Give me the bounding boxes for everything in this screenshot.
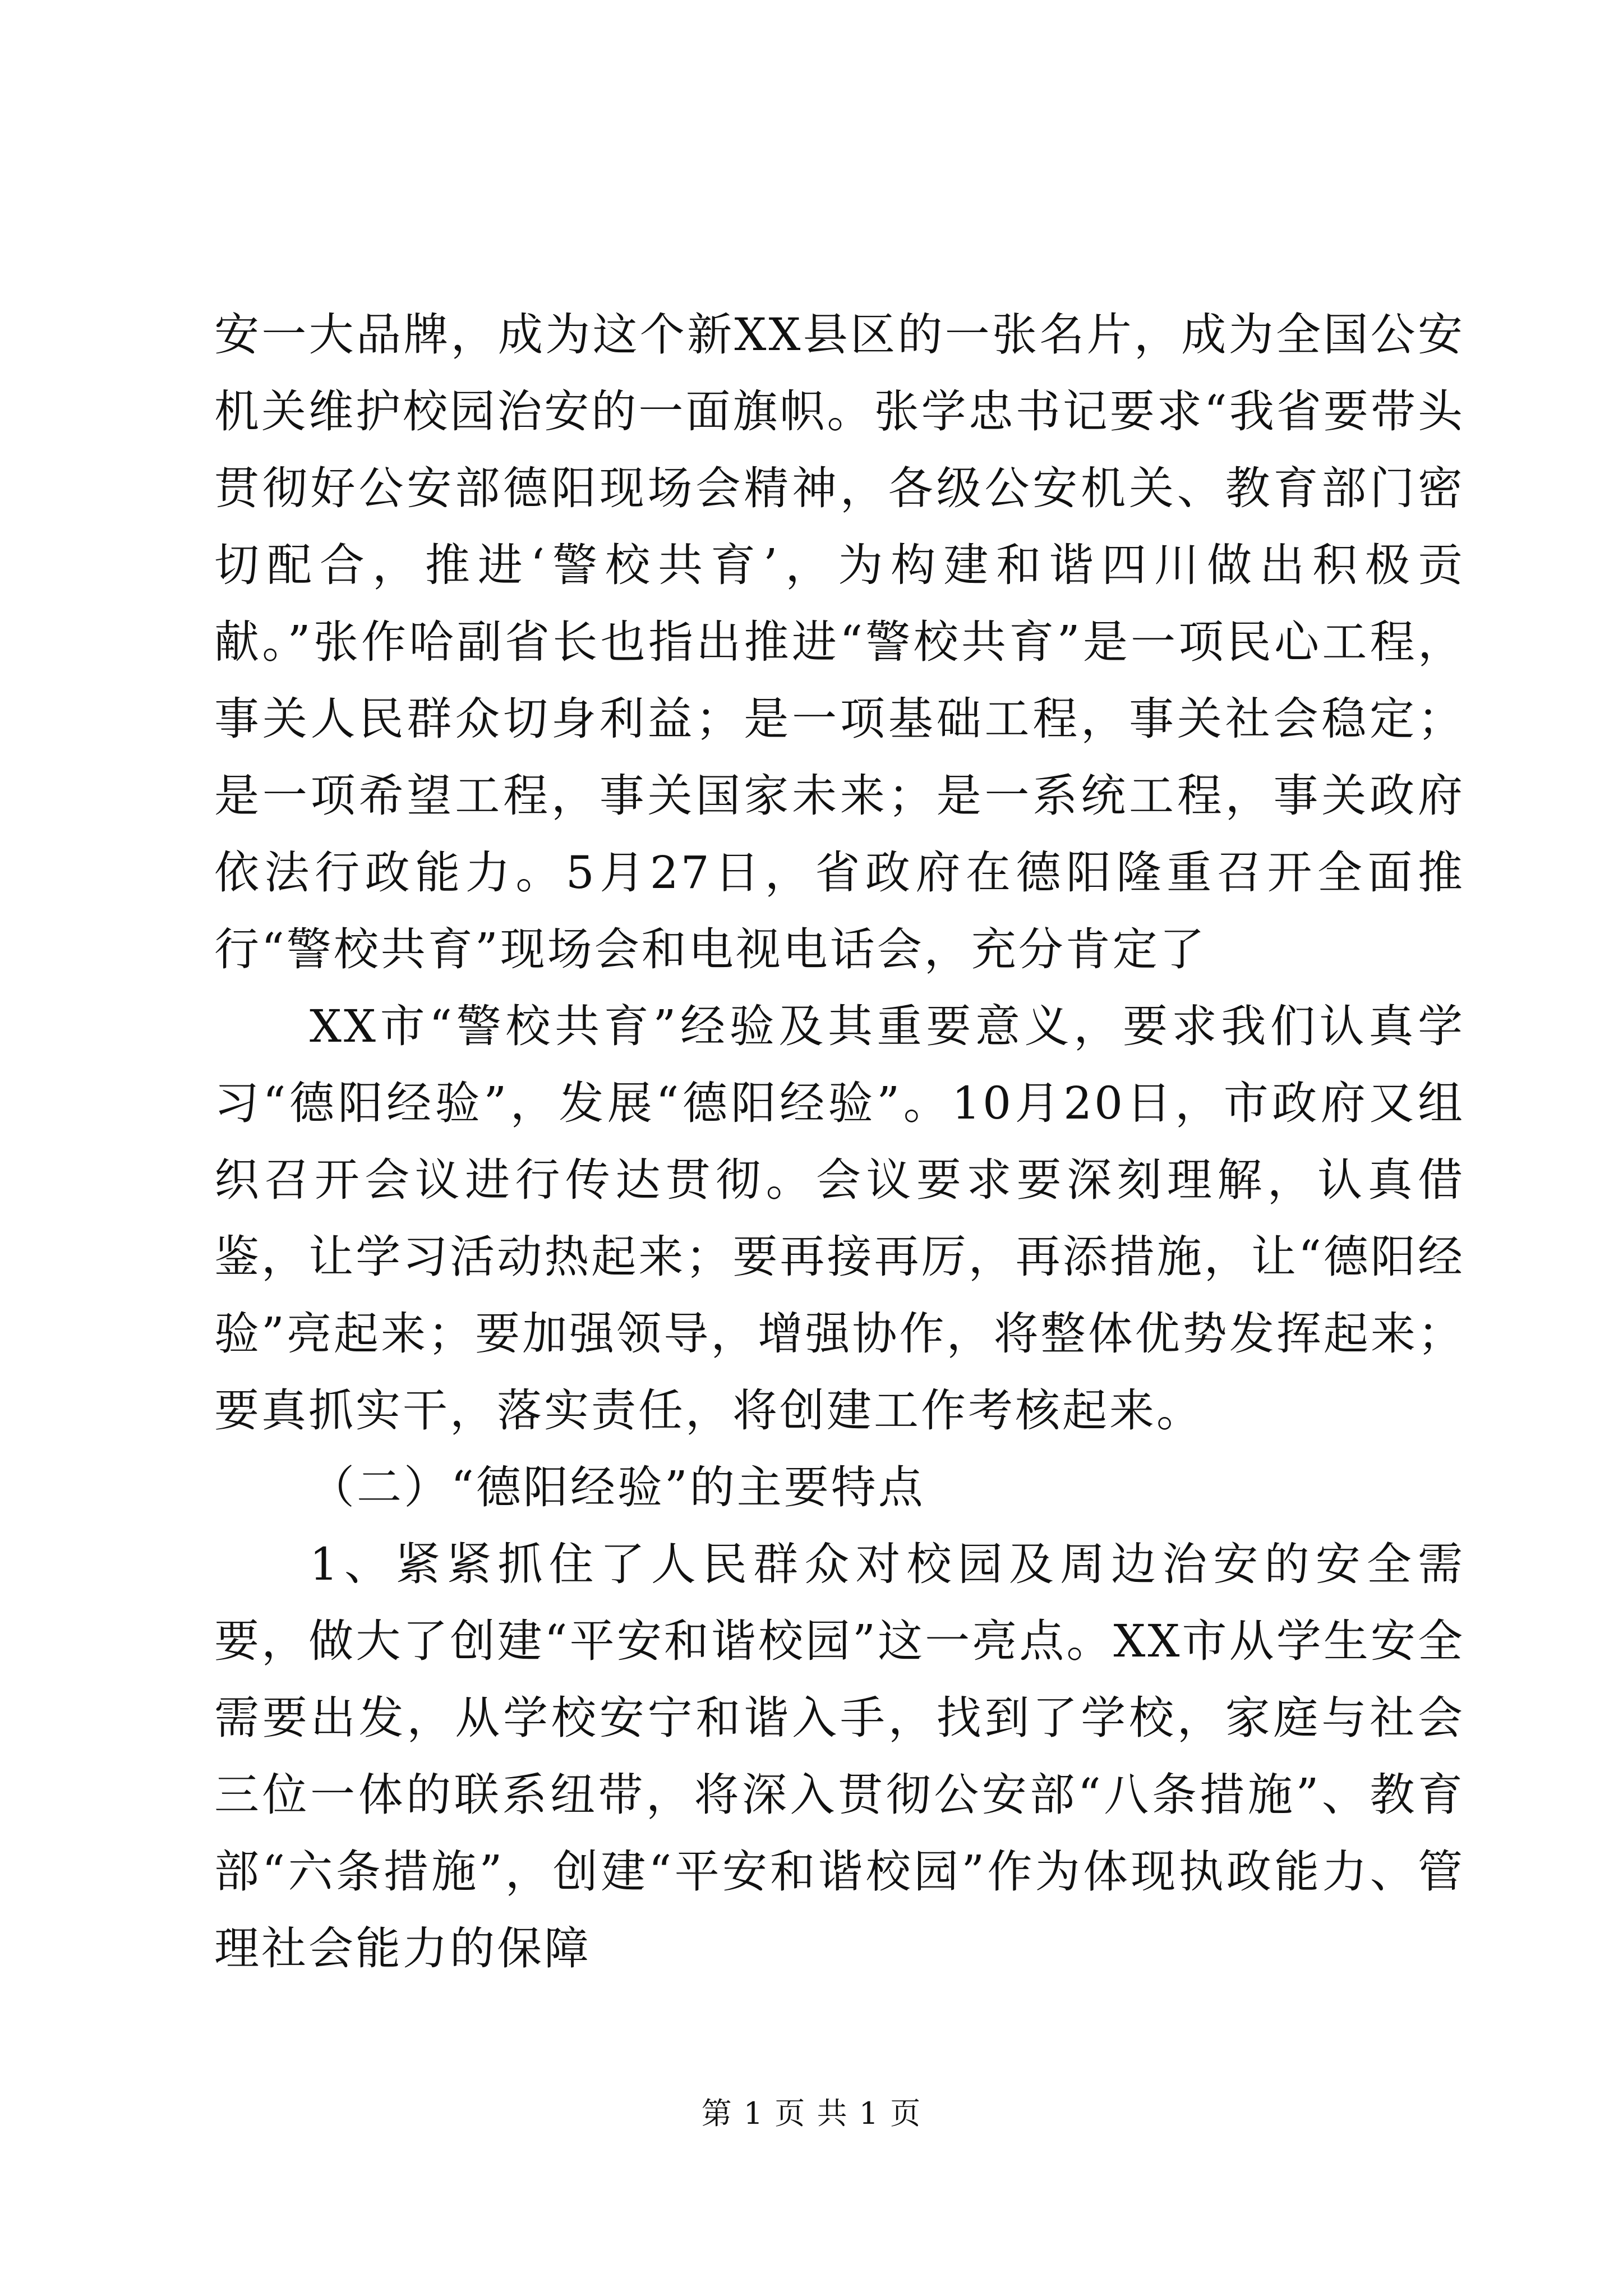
paragraph-3: 1、紧紧抓住了人民群众对校园及周边治安的安全需要，做大了创建“平安和谐校园”这一亮点。XX市从学生安全需要出发，从学校安宁和谐入手，找到了学校，家庭与社会三位一体的联系纽带，将深入贯彻公安部“八条措施”、教育部“六条措施”，创建“平安和谐校园”作为体现执政能力、管理社会能力的保障 [214,1538,1465,1975]
paragraph-2: XX市“警校共育”经验及其重要意义，要求我们认真学习“德阳经验”，发展“德阳经验”。10月20日，市政府又组织召开会议进行传达贯彻。会议要求要深刻理解，认真借鉴，让学习活动热起来；要再接再厉，再添措施，让“德阳经验”亮起来；要加强领导，增强协作，将整体优势发挥起来；要真抓实干，落实责任，将创建工作考核起来。 [214,1000,1465,1437]
page-footer: 第 1 页 共 1 页 [701,2096,922,2131]
document-body [214,296,1465,1987]
section-heading: （二）“德阳经验”的主要特点 [310,1461,925,1513]
paragraph-1: 安一大品牌，成为这个新XX县区的一张名片，成为全国公安机关维护校园治安的一面旗帜。张学忠书记要求“我省要带头贯彻好公安部德阳现场会精神，各级公安机关、教育部门密切配合，推进‘警校共育’，为构建和谐四川做出积极贡献。”张作哈副省长也指出推进“警校共育”是一项民心工程，事关人民群众切身利益；是一项基础工程，事关社会稳定；是一项希望工程，事关国家未来；是一系统工程，事关政府依法行政能力。5月27日，省政府在德阳隆重召开全面推行“警校共育”现场会和电视电话会，充分肯定了 [214,309,1465,976]
